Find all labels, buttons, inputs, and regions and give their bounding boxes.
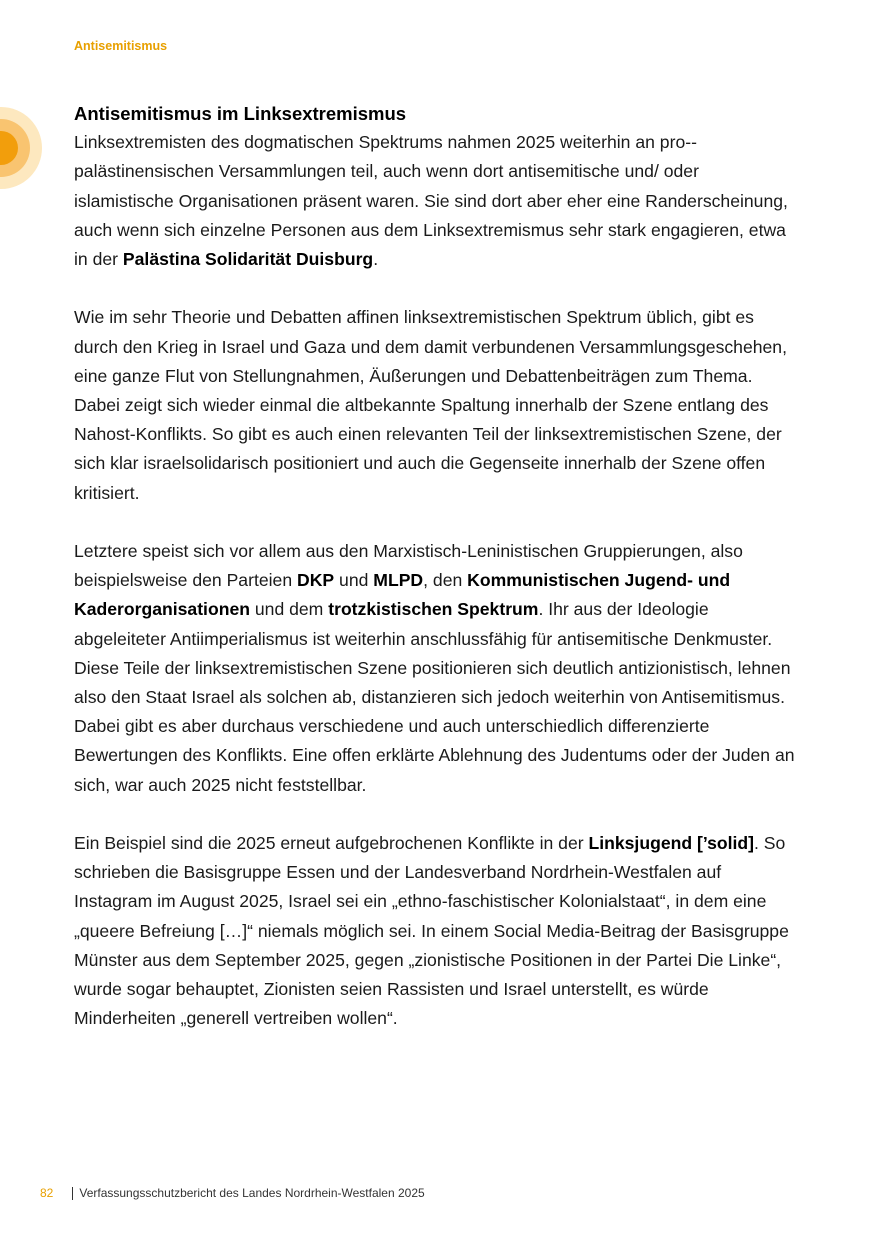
org-name: MLPD (373, 570, 424, 591)
paragraph-3: Letztere speist sich vor allem aus den Marxistisch-Leninistischen Gruppierungen, also beispielsweise den Parteien DKP und MLPD, den Kommunistischen Jugend- und Kaderorganisationen und dem trotzkistischen Spektrum. Ihr aus der Ideologie abgeleiteter Antiimperialismus ist weiterhin anschlussfähig für antisemitische Denkmuster. Diese Teile der linksextremistischen Szene positionieren sich deutlich antizionistisch, lehnen also den Staat Israel als solchen ab, distanzieren sich jedoch weiterhin von Antisemitismus. Dabei gibt es aber durchaus verschiedene und auch unterschiedlich differenzierte Bewertungen des Konflikts. Eine offen erklärte Ablehnung des Judentums oder der Juden an sich, war auch 2025 nicht feststellbar. (74, 541, 795, 795)
org-name: Linksjugend [’solid] (588, 833, 754, 854)
decorative-circle-icon (0, 107, 42, 189)
section-heading: Antisemitismus im Linksextremismus (74, 103, 407, 124)
running-header: Antisemitismus (74, 39, 168, 53)
org-name: DKP (297, 570, 335, 591)
page-footer (40, 1186, 425, 1200)
footer-divider (72, 1187, 73, 1200)
org-name: Palästina Solidarität Duisburg (122, 249, 374, 270)
org-name: trotzkistischen Spektrum (328, 599, 539, 620)
paragraph-4: Ein Beispiel sind die 2025 erneut aufgebrochenen Konflikte in der Linksjugend [’solid]. So schrieben die Basisgruppe Essen und der Landesverband Nordrhein-Westfalen auf Instagram im August 2025, Israel sei ein „ethno-faschistischer Kolonialstaat“, in dem eine „queere Befreiung […]“ niemals möglich sei. In einem Social Media-Beitrag der Basisgruppe Münster aus dem September 2025, gegen „zionistische Positionen in der Partei Die Linke“, wurde sogar behauptet, Zionisten seien Rassisten und Israel unterstellt, es würde Minderheiten „generell vertreiben wollen“. (74, 833, 789, 1029)
page-number: 82 (40, 1186, 54, 1200)
paragraph-1: Linksextremisten des dogmatischen Spektrums nahmen 2025 weiterhin an pro-palästinensischen Versammlungen teil, auch wenn dort antisemitische und/ oder islamistische Organisationen präsent waren. Sie sind dort aber eher eine Randerscheinung, auch wenn sich einzelne Personen aus dem Linksextremismus sehr stark engagieren, etwa in der Palästina Solidarität Duisburg. (74, 132, 788, 270)
publication-title: Verfassungsschutzbericht des Landes Nordrhein-Westfalen 2025 (79, 1186, 425, 1200)
paragraph-2: Wie im sehr Theorie und Debatten affinen linksextremistischen Spektrum üblich, gibt es durch den Krieg in Israel und Gaza und dem damit verbundenen Versammlungsgeschehen, eine ganze Flut von Stellungnahmen, Äußerungen und Debattenbeiträgen zum Thema. Dabei zeigt sich wieder einmal die altbekannte Spaltung innerhalb der Szene entlang des Nahost-Konflikts. So gibt es auch einen relevanten Teil der linksextremistischen Szene, der sich klar israelsolidarisch positioniert und auch die Gegenseite innerhalb der Szene offen kritisiert. (74, 307, 787, 503)
org-name: Kommunistischen Jugend- und Kaderorganisationen (74, 570, 731, 620)
main-content (74, 99, 800, 1063)
